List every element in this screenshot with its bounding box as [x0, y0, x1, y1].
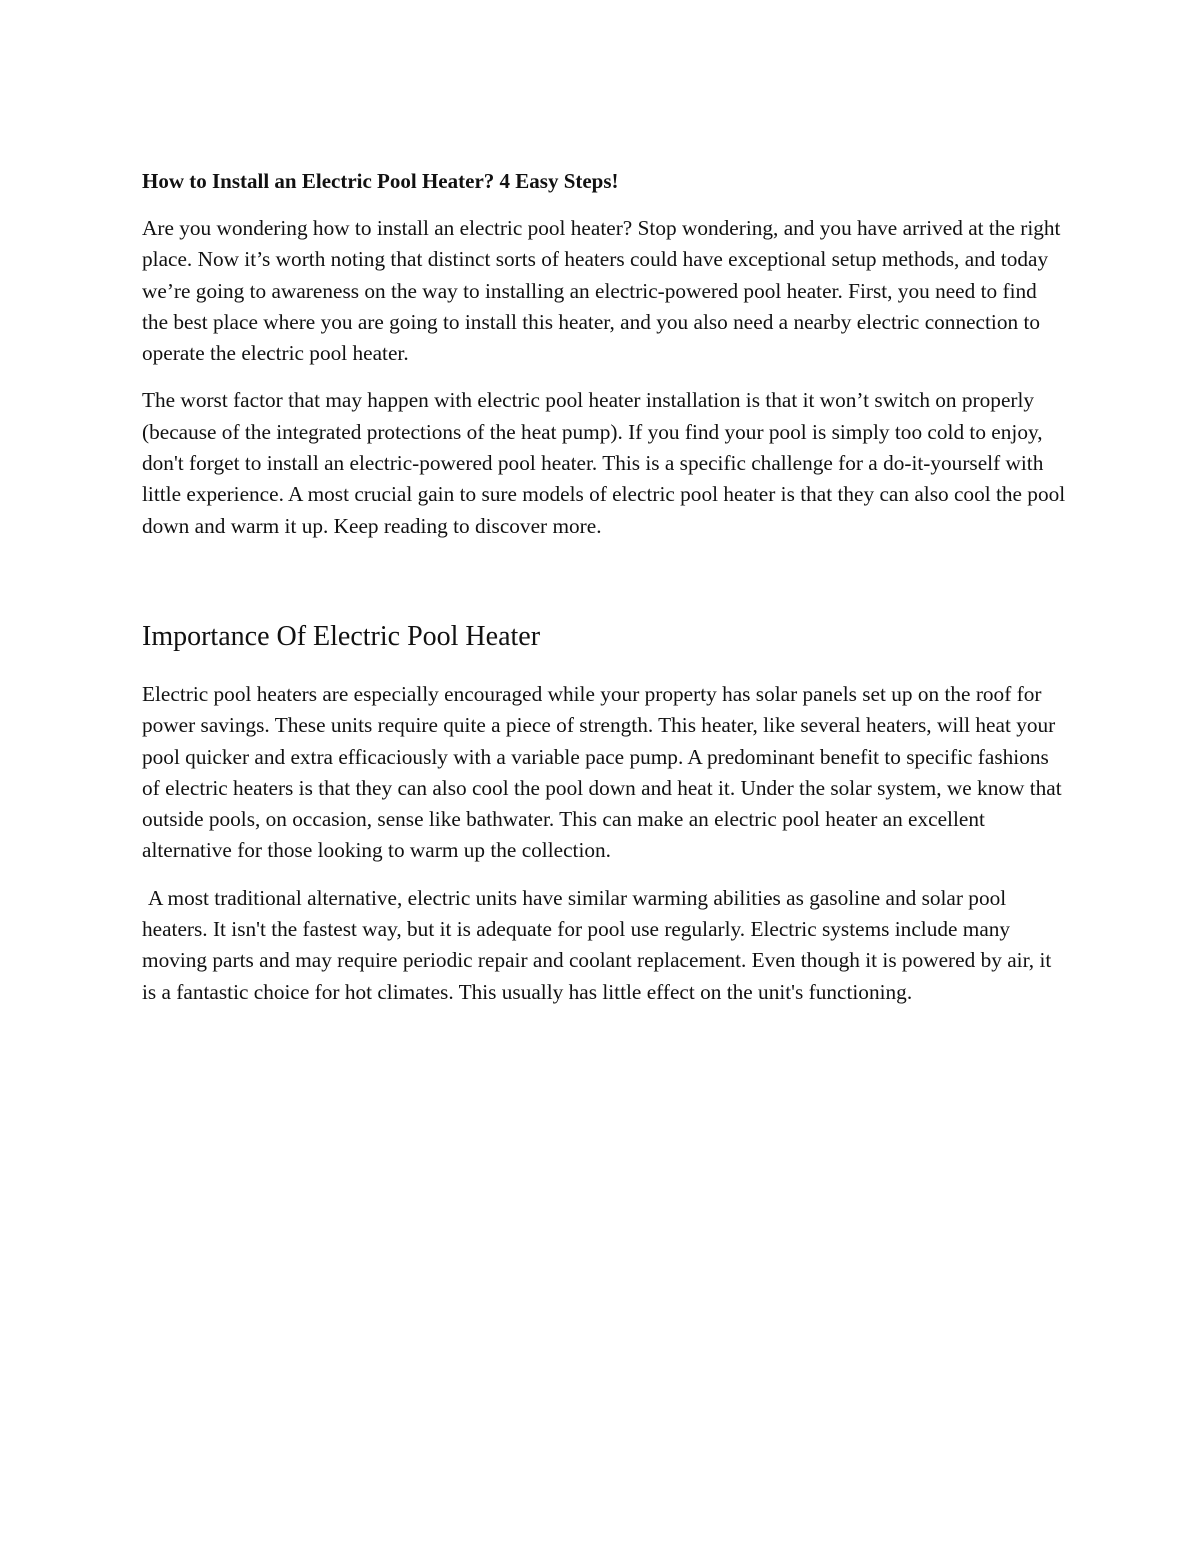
intro-paragraph-2: The worst factor that may happen with electric pool heater installation is that it won’t switch on properly (because of the integrated protections of the heat pump). If you find your pool is simply too cold to enjoy, don't forget to install an electric-powered pool heater. This is a specific challenge for a do-it-yourself with little experience. A most crucial gain to sure models of electric pool heater is that they can also cool the pool down and warm it up. Keep reading to discover more.	[142, 388, 1066, 538]
intro-paragraph-1: Are you wondering how to install an electric pool heater? Stop wondering, and you have arrived at the right place. Now it’s worth noting that distinct sorts of heaters could have exceptional setup methods, and today we’re going to awareness on the way to installing an electric-powered pool heater. First, you need to find the best place where you are going to install this heater, and you also need a nearby electric connection to operate the electric pool heater.	[142, 216, 1061, 366]
document-title: How to Install an Electric Pool Heater? 4 Easy Steps!	[142, 169, 619, 193]
document-page	[142, 166, 1067, 1024]
section-paragraph-1: Electric pool heaters are especially encouraged while your property has solar panels set up on the roof for power savings. These units require quite a piece of strength. This heater, like several heaters, will heat your pool quicker and extra efficaciously with a variable pace pump. A predominant benefit to specific fashions of electric heaters is that they can also cool the pool down and heat it. Under the solar system, we know that outside pools, on occasion, sense like bathwater. This can make an electric pool heater an excellent alternative for those looking to warm up the collection.	[142, 681, 1062, 863]
section-heading: Importance Of Electric Pool Heater	[142, 620, 541, 652]
section-paragraph-2: A most traditional alternative, electric units have similar warming abilities as gasoline and solar pool heaters. It isn't the fastest way, but it is adequate for pool use regularly. Electric systems include many moving parts and may require periodic repair and coolant replacement. Even though it is powered by air, it is a fantastic choice for hot climates. This usually has little effect on the unit's functioning.	[142, 885, 1052, 1004]
